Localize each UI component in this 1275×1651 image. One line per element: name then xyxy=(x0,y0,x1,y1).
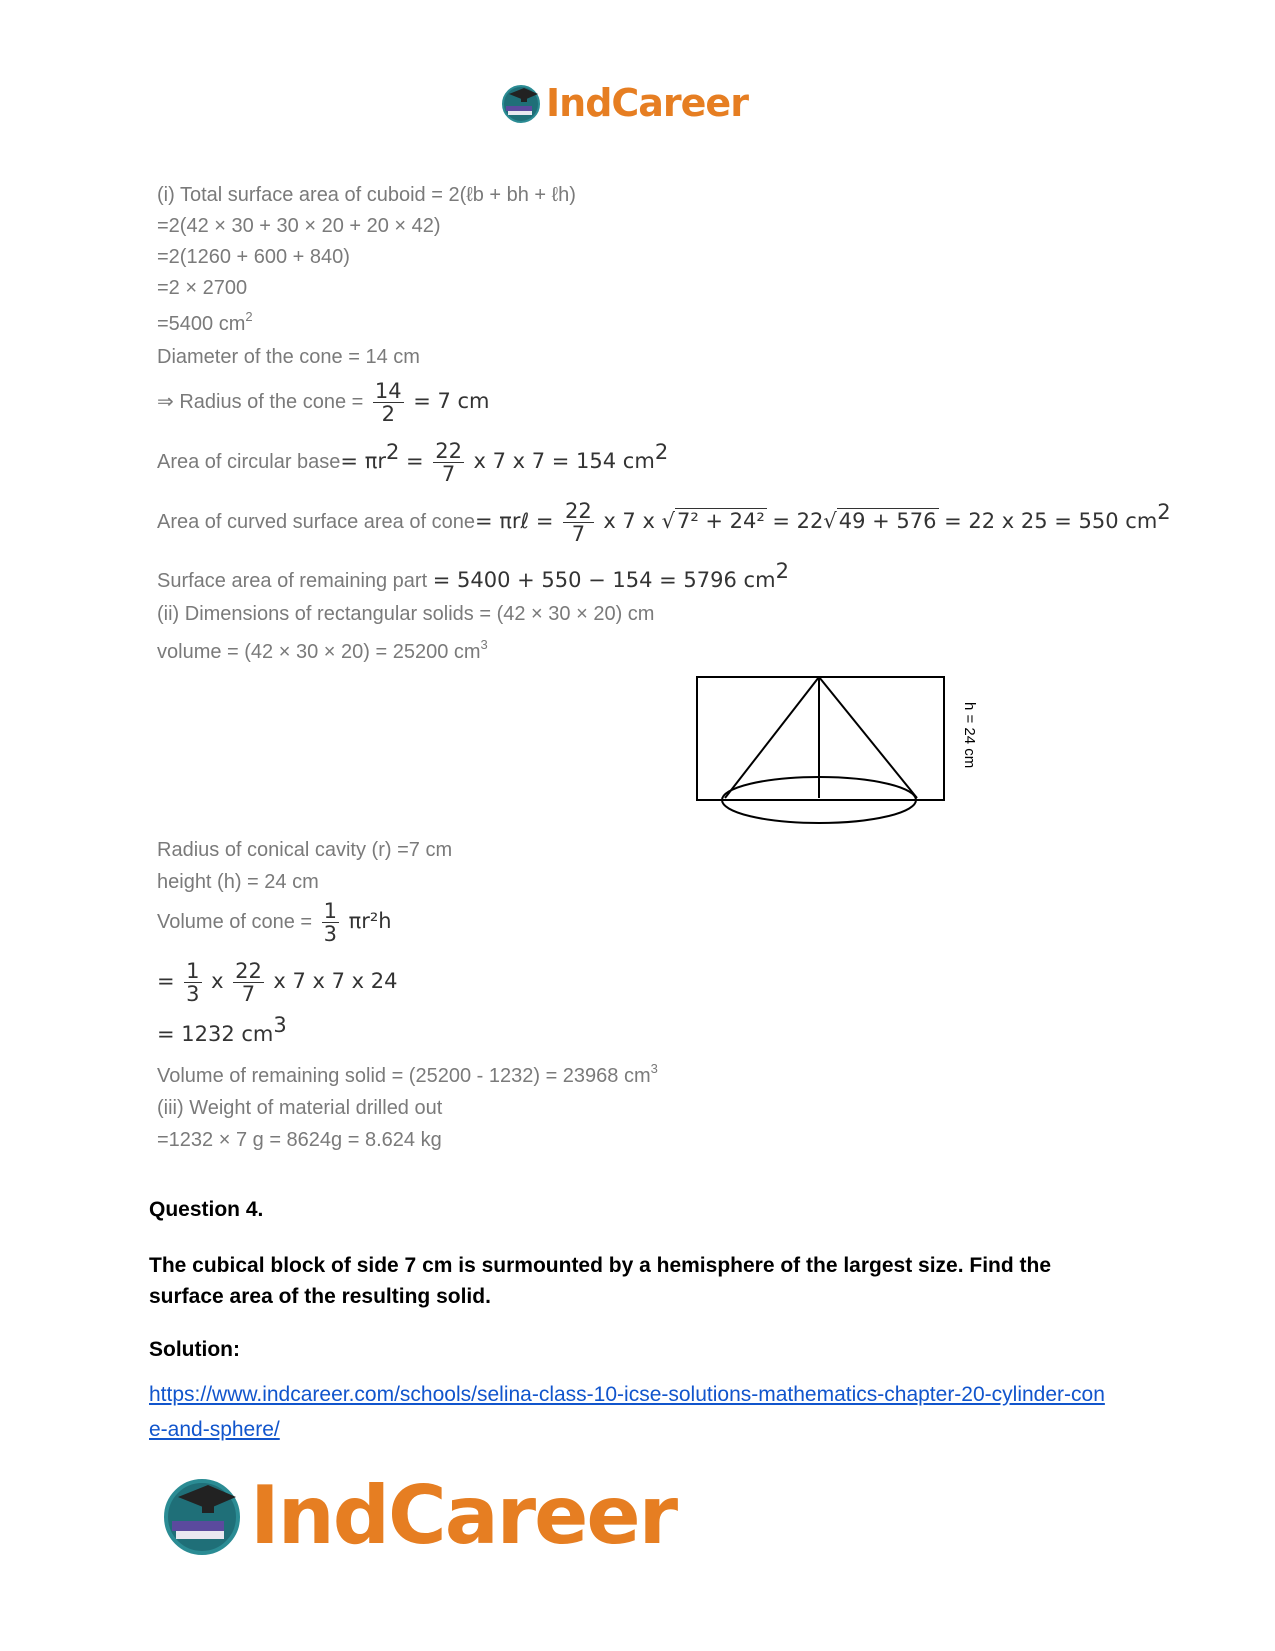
graduation-book-globe-icon xyxy=(500,82,542,124)
solution-line xyxy=(157,1013,287,1047)
solution-line: (iii) Weight of material drilled out xyxy=(157,1097,443,1119)
line-text: x xyxy=(211,968,224,993)
fraction xyxy=(563,500,594,545)
solution-line xyxy=(157,637,488,664)
line-text: Surface area of remaining part xyxy=(157,570,428,592)
height-label: h = 24 cm xyxy=(961,702,978,769)
graduation-book-globe-icon xyxy=(160,1473,244,1557)
line-text: x 7 x √ xyxy=(603,508,675,533)
solution-line xyxy=(157,440,668,485)
line-text: volume = (42 × 30 × 20) = 25200 cm xyxy=(157,641,481,663)
superscript: 2 xyxy=(245,309,253,324)
line-text: x 7 x 7 = 154 cm xyxy=(473,448,655,473)
numerator: 14 xyxy=(374,379,402,403)
solution-line xyxy=(157,500,1171,545)
brand-name: IndCareer xyxy=(546,81,748,125)
radicand: 49 + 576 xyxy=(838,508,937,533)
indcareer-logo-bottom xyxy=(160,1470,676,1560)
fraction xyxy=(433,440,464,485)
solution-line: =1232 × 7 g = 8624g = 8.624 kg xyxy=(157,1129,442,1151)
solution-line xyxy=(157,960,398,1005)
line-text: = 22 x 25 = 550 cm xyxy=(944,508,1158,533)
numerator: 22 xyxy=(435,439,462,463)
solution-line: Radius of conical cavity (r) =7 cm xyxy=(157,839,453,861)
cone-cavity-figure xyxy=(695,674,995,834)
cuboid-outline xyxy=(697,677,944,800)
indcareer-logo-top xyxy=(500,78,748,128)
superscript: 3 xyxy=(480,637,488,652)
line-text: Volume of remaining solid = (25200 - 1232) = 23968 cm xyxy=(157,1065,651,1087)
solution-line: =2 × 2700 xyxy=(157,277,248,299)
line-text: Volume of cone = xyxy=(157,910,313,933)
denominator: 7 xyxy=(241,982,256,1006)
denominator: 7 xyxy=(441,462,456,486)
line-text: x 7 x 7 x 24 xyxy=(273,968,398,993)
superscript: 2 xyxy=(1157,499,1171,524)
solution-line xyxy=(157,559,789,593)
denominator: 7 xyxy=(571,522,586,546)
superscript: 2 xyxy=(385,439,400,464)
superscript: 3 xyxy=(273,1013,287,1037)
numerator: 1 xyxy=(186,959,200,983)
denominator: 3 xyxy=(323,922,338,946)
superscript: 2 xyxy=(775,559,789,583)
fraction xyxy=(184,960,201,1005)
denominator: 3 xyxy=(186,982,200,1006)
solution-line xyxy=(157,900,392,945)
line-text: = 22√ xyxy=(772,508,837,533)
fraction xyxy=(322,900,339,945)
question-text: The cubical block of side 7 cm is surmounted by a hemisphere of the largest size. Find the surface area of the resulting solid. xyxy=(149,1254,1052,1308)
solution-line: =2(42 × 30 + 30 × 20 + 20 × 42) xyxy=(157,215,441,237)
line-text: Area of circular base xyxy=(157,450,341,473)
numerator: 22 xyxy=(235,959,262,983)
fraction xyxy=(233,960,264,1005)
line-text: =5400 cm xyxy=(157,313,246,335)
solution-line: =2(1260 + 600 + 840) xyxy=(157,246,350,268)
solution-label: Solution: xyxy=(149,1338,240,1361)
solution-line xyxy=(157,1061,658,1088)
numerator: 1 xyxy=(323,899,338,923)
solution-line xyxy=(157,309,253,336)
solution-line: (ii) Dimensions of rectangular solids = (42 × 30 × 20) cm xyxy=(157,603,655,625)
superscript: 2 xyxy=(654,439,669,464)
line-text: πr²h xyxy=(348,908,392,933)
radicand: 7² + 24² xyxy=(676,508,765,533)
line-text: ⇒ Radius of the cone = xyxy=(157,390,364,413)
line-text: = xyxy=(157,968,175,993)
superscript: 3 xyxy=(650,1061,658,1076)
line-text: = 5400 + 550 − 154 = 5796 cm xyxy=(432,568,776,592)
line-text: = xyxy=(399,448,424,473)
numerator: 22 xyxy=(565,499,592,523)
line-text: = 7 cm xyxy=(413,388,490,413)
brand-name: IndCareer xyxy=(250,1468,677,1562)
line-text: = 1232 cm xyxy=(157,1022,274,1046)
solution-line xyxy=(157,380,490,425)
question-title: Question 4. xyxy=(149,1198,264,1221)
solution-line: (i) Total surface area of cuboid = 2(ℓb + bh + ℓh) xyxy=(157,184,576,206)
fraction xyxy=(373,380,404,425)
line-text: = πr xyxy=(340,448,386,473)
solution-line: height (h) = 24 cm xyxy=(157,871,319,893)
denominator: 2 xyxy=(381,402,395,426)
line-text: Area of curved surface area of cone xyxy=(157,510,475,533)
line-text: = πrℓ = xyxy=(474,508,554,533)
solution-line: Diameter of the cone = 14 cm xyxy=(157,346,420,368)
solution-link[interactable]: https://www.indcareer.com/schools/selina-class-10-icse-solutions-mathematics-chapter-20-cylinder-cone-and-sphere/ xyxy=(149,1383,1105,1441)
